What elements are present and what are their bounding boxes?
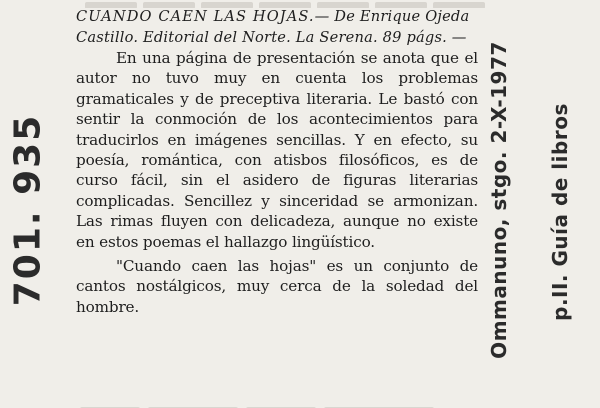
book-details: — De Enrique Ojeda Castillo. Editorial del Norte. La Serena. 89 págs. — <box>76 8 470 46</box>
book-title: CUANDO CAEN LAS HOJAS. <box>76 8 315 25</box>
handwritten-catalog-number: 701. 935 <box>7 113 49 307</box>
book-review-article <box>76 6 478 317</box>
handwritten-source-date: Ommanuno, stgo. 2-X-1977 <box>487 41 511 359</box>
review-paragraph-1: En una página de presentación se anota que el autor no tuvo muy en cuenta los problemas gramaticales y de preceptiva literaria. Le bastó con sentir la conmoción de los acontecimientos para traducirlos en imágenes sencillas. Y en efecto, su poesía, romántica, con atisbos filosóficos, es de curso fácil, sin el asidero de figuras literarias complicadas. Sencillez y sinceridad se armonizan. Las rimas fluyen con delicadeza, aunque no existe en estos poemas el hallazgo lingüístico. <box>76 49 478 251</box>
handwritten-section-note: p.II. Guía de libros <box>548 103 572 321</box>
review-paragraph-2: "Cuando caen las hojas" es un conjunto de cantos nostálgicos, muy cerca de la soledad del hombre. <box>76 257 478 316</box>
bleed-through-bottom <box>80 398 490 408</box>
review-heading <box>76 6 478 48</box>
